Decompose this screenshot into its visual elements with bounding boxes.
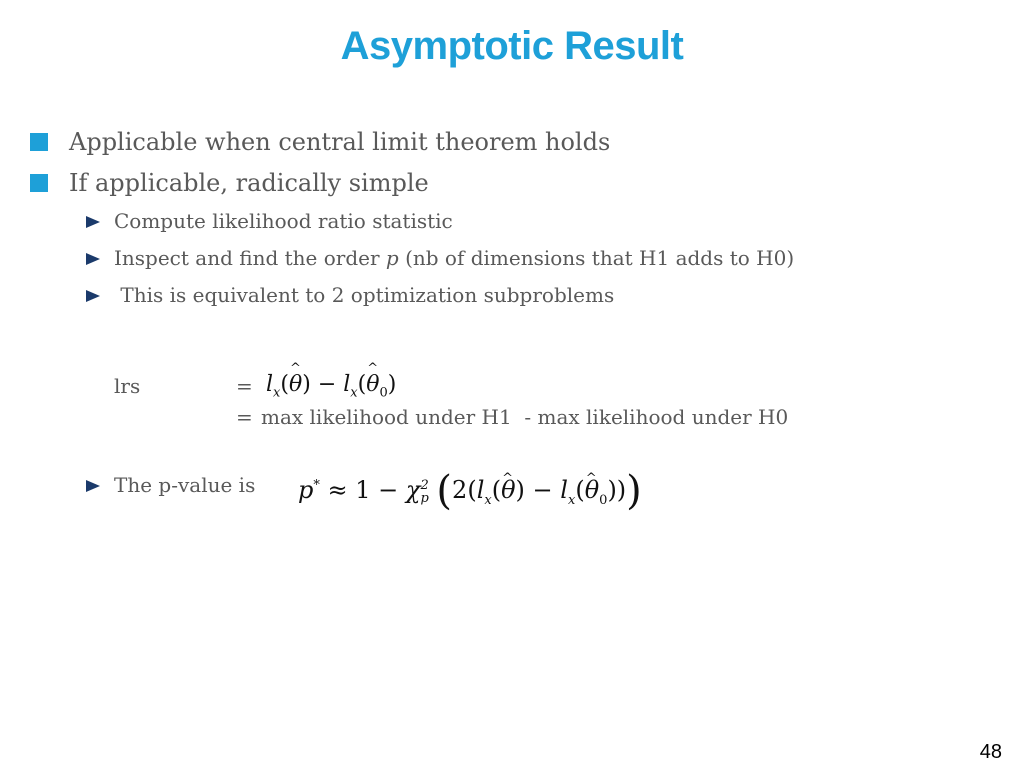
math-symbol: l [560,476,568,504]
subbullet-text-part: (nb of dimensions that H1 adds to H0) [398,246,795,270]
theta-hat: ^ θ [501,470,515,510]
math-subscript: 0 [379,385,388,401]
lrs-description: max likelihood under H1 - max likelihood under H0 [261,405,789,429]
math-symbol: x [567,492,576,508]
order-variable: p [385,246,399,270]
lrs-label: lrs [114,374,141,398]
equals-sign: = [236,374,253,398]
triangle-bullet-icon [86,253,100,265]
lrs-formula: $l_x(\^{}$ $\theta) - l_x(\^{}$ $\theta_0$) [266,372,396,400]
triangle-bullet-icon [86,290,100,302]
triangle-bullet-icon [86,216,100,228]
math-symbol: l [266,372,274,397]
math-superscript: 2 [420,477,429,493]
pvalue-formula: p* ≈ 1 − χ 2 p ($2(l_x(\^{}$ $\theta) - l_x(\^{}$ $\theta_0$))) [298,466,642,521]
math-symbol: χ [405,476,421,504]
math-operator: − [532,476,553,504]
bullet-text: If applicable, radically simple [69,169,429,197]
math-superscript: * [313,478,320,493]
subbullet-text: This is equivalent to 2 optimization subproblems [114,283,615,307]
triangle-bullet-icon [86,480,100,492]
page-number: 48 [979,741,1002,763]
math-number: 2 [452,476,468,504]
square-bullet-icon [30,174,48,192]
square-bullet-icon [30,133,48,151]
equals-sign: = [236,405,253,429]
subbullet-text: Compute likelihood ratio statistic [114,209,453,233]
math-symbol: x [350,385,358,401]
math-operator: − [317,372,337,397]
math-subscript: 0 [599,492,608,508]
math-subscript: p [420,490,429,506]
slide-title: Asymptotic Result [340,24,684,68]
theta-hat: ^ θ [289,372,302,397]
math-symbol: l [343,372,351,397]
bullet-text: Applicable when central limit theorem holds [69,128,611,156]
math-symbol: x [484,492,492,508]
subbullet-text-part: Inspect and find the order [114,246,386,270]
theta-hat: ^ θ [366,372,379,397]
math-symbol: l [476,476,485,504]
math-operator: ≈ 1 − [327,476,399,504]
theta-hat: ^ θ [585,470,599,510]
subbullet-text: The p-value is [114,473,256,497]
math-symbol: x [273,385,281,401]
subbullet-text [114,245,794,271]
math-symbol: p [298,476,314,504]
